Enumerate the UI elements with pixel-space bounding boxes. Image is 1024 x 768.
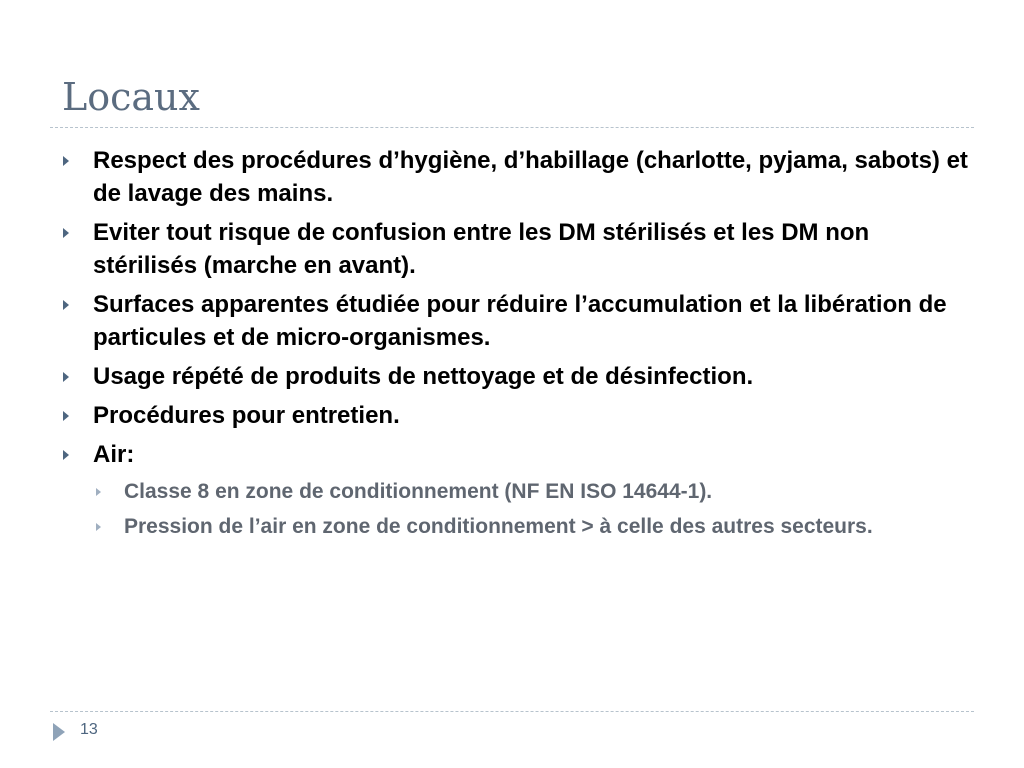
footer-triangle-icon bbox=[53, 723, 65, 741]
bullet-triangle-icon bbox=[63, 411, 69, 421]
slide-content bbox=[62, 144, 972, 548]
bullet-item-air bbox=[62, 438, 972, 542]
bullet-text: Air: bbox=[93, 441, 135, 468]
bullet-triangle-icon bbox=[63, 300, 69, 310]
sub-bullet-item bbox=[93, 512, 972, 542]
bullet-triangle-icon bbox=[63, 372, 69, 382]
bullet-item bbox=[62, 360, 972, 393]
bullet-item bbox=[62, 288, 972, 354]
bullet-item bbox=[62, 399, 972, 432]
slide-title: Locaux bbox=[62, 75, 200, 119]
sub-bullet-triangle-icon bbox=[96, 523, 101, 531]
sub-bullet-text: Classe 8 en zone de conditionnement (NF EN ISO 14644-1). bbox=[124, 480, 713, 503]
sub-bullet-list bbox=[93, 477, 972, 542]
footer-divider bbox=[50, 711, 974, 712]
bullet-text: Procédures pour entretien. bbox=[93, 402, 400, 429]
sub-bullet-item bbox=[93, 477, 972, 507]
bullet-text: Eviter tout risque de confusion entre les DM stérilisés et les DM non stérilisés (marche en avant). bbox=[93, 219, 870, 279]
title-divider bbox=[50, 127, 974, 128]
page-number: 13 bbox=[80, 721, 98, 738]
bullet-item bbox=[62, 216, 972, 282]
bullet-text: Respect des procédures d’hygiène, d’habillage (charlotte, pyjama, sabots) et de lavage des mains. bbox=[93, 147, 968, 207]
bullet-text: Surfaces apparentes étudiée pour réduire l’accumulation et la libération de particules et de micro-organismes. bbox=[93, 291, 947, 351]
bullet-triangle-icon bbox=[63, 450, 69, 460]
bullet-list bbox=[62, 144, 972, 542]
bullet-item bbox=[62, 144, 972, 210]
sub-bullet-text: Pression de l’air en zone de conditionnement > à celle des autres secteurs. bbox=[124, 515, 873, 538]
bullet-triangle-icon bbox=[63, 156, 69, 166]
sub-bullet-triangle-icon bbox=[96, 488, 101, 496]
bullet-triangle-icon bbox=[63, 228, 69, 238]
bullet-text: Usage répété de produits de nettoyage et de désinfection. bbox=[93, 363, 754, 390]
